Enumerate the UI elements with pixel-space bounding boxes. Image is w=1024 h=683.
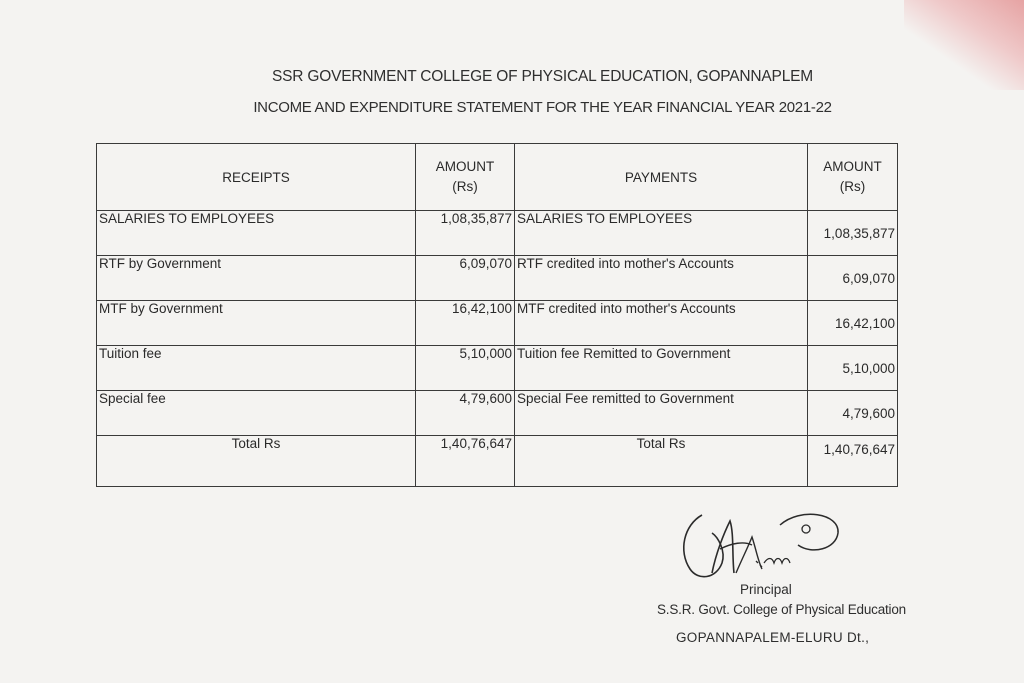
signature-designation: Principal	[740, 582, 792, 597]
receipt-cell: MTF by Government	[97, 301, 416, 346]
receipts-header: RECEIPTS	[97, 144, 416, 211]
receipt-cell: Special fee	[97, 391, 416, 436]
table-row	[97, 301, 898, 346]
receipt-amount-cell: 4,79,600	[416, 391, 515, 436]
income-expenditure-table	[96, 143, 898, 487]
payment-cell: Tuition fee Remitted to Government	[515, 346, 808, 391]
payment-cell: MTF credited into mother's Accounts	[515, 301, 808, 346]
signature-institution: S.S.R. Govt. College of Physical Education	[657, 602, 906, 617]
total-payments-amount: 1,40,76,647	[808, 436, 898, 487]
payment-amount-header: AMOUNT (Rs)	[808, 144, 898, 211]
college-title: SSR GOVERNMENT COLLEGE OF PHYSICAL EDUCATION, GOPANNAPLEM	[272, 68, 813, 85]
payment-amount-cell: 5,10,000	[808, 346, 898, 391]
principal-signature	[672, 503, 852, 588]
receipt-amount-cell: 16,42,100	[416, 301, 515, 346]
signature-location: GOPANNAPALEM-ELURU Dt.,	[676, 630, 870, 645]
payment-cell: Special Fee remitted to Government	[515, 391, 808, 436]
table-header-row	[97, 144, 898, 211]
receipt-amount-cell: 1,08,35,877	[416, 211, 515, 256]
table-row	[97, 211, 898, 256]
payment-amount-cell: 16,42,100	[808, 301, 898, 346]
total-receipts-amount: 1,40,76,647	[416, 436, 515, 487]
payment-cell: SALARIES TO EMPLOYEES	[515, 211, 808, 256]
table-row	[97, 256, 898, 301]
table-row	[97, 346, 898, 391]
receipt-cell: Tuition fee	[97, 346, 416, 391]
payment-amount-cell: 4,79,600	[808, 391, 898, 436]
receipt-amount-cell: 6,09,070	[416, 256, 515, 301]
total-receipts-label: Total Rs	[97, 436, 416, 487]
receipt-cell: RTF by Government	[97, 256, 416, 301]
statement-title: INCOME AND EXPENDITURE STATEMENT FOR THE YEAR FINANCIAL YEAR 2021-22	[253, 99, 832, 116]
payment-cell: RTF credited into mother's Accounts	[515, 256, 808, 301]
payment-amount-cell: 1,08,35,877	[808, 211, 898, 256]
payment-amount-cell: 6,09,070	[808, 256, 898, 301]
receipt-amount-header: AMOUNT (Rs)	[416, 144, 515, 211]
table-row	[97, 391, 898, 436]
total-payments-label: Total Rs	[515, 436, 808, 487]
receipt-amount-cell: 5,10,000	[416, 346, 515, 391]
receipt-cell: SALARIES TO EMPLOYEES	[97, 211, 416, 256]
total-row	[97, 436, 898, 487]
payments-header: PAYMENTS	[515, 144, 808, 211]
